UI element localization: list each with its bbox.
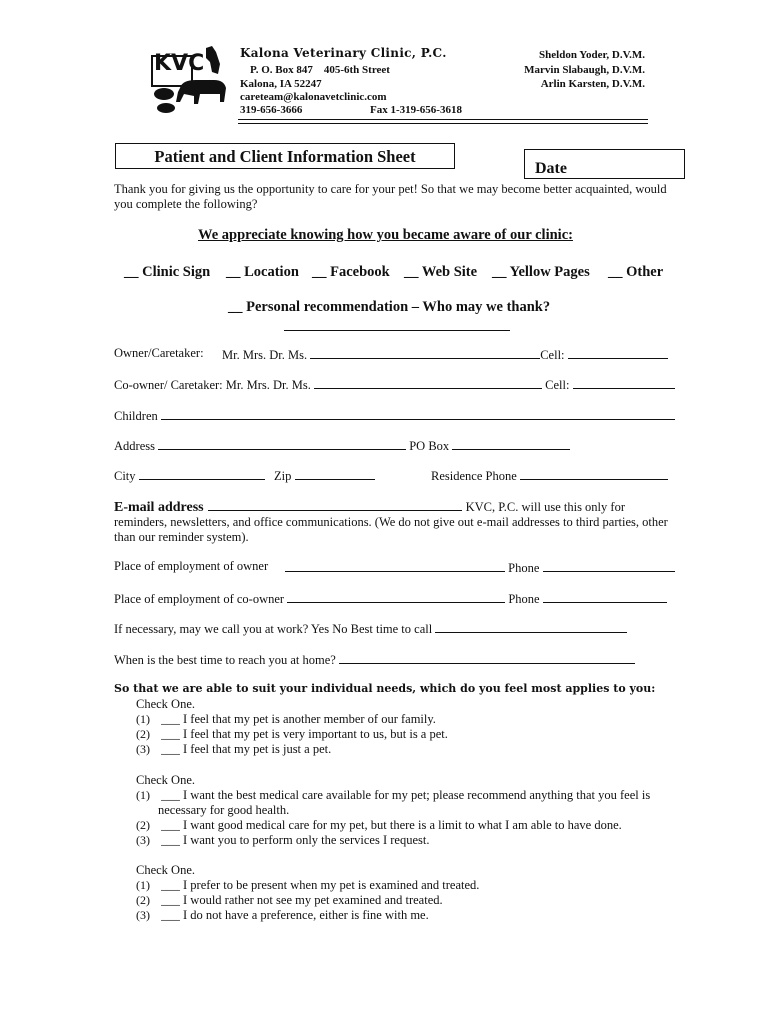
zip-label: Zip	[274, 469, 292, 483]
aware-heading: We appreciate knowing how you became aware of our clinic:	[198, 227, 573, 243]
recommendation-line[interactable]	[284, 318, 510, 336]
option-clinic-sign[interactable]: __ Clinic Sign	[124, 264, 211, 280]
option-yellow-pages[interactable]: __ Yellow Pages	[492, 264, 590, 280]
doctor-name: Arlin Karsten, D.V.M.	[540, 78, 645, 90]
option-other[interactable]: __ Other	[608, 264, 664, 280]
group1-option[interactable]: (1) ___ I feel that my pet is another member of our family.	[136, 712, 436, 726]
intro-text: Thank you for giving us the opportunity to care for your pet! So that we may become better acquainted, would you complete the following?	[114, 182, 667, 211]
logo-text: KVC	[154, 51, 205, 76]
option-personal-recommendation[interactable]: __ Personal recommendation – Who may we thank?	[228, 299, 551, 315]
residence-phone-label: Residence Phone	[431, 469, 517, 483]
coowner-label: Co-owner/ Caretaker: Mr. Mrs. Dr. Ms.	[114, 378, 311, 392]
group3-option[interactable]: (3) ___ I do not have a preference, either is fine with me.	[136, 908, 429, 922]
group1-option[interactable]: (3) ___ I feel that my pet is just a pet.	[136, 742, 332, 756]
po-box-label: PO Box	[409, 439, 450, 453]
clinic-email: careteam@kalonavetclinic.com	[240, 91, 387, 103]
group3-label: Check One.	[136, 863, 196, 877]
clinic-logo	[150, 44, 232, 116]
employment-owner-row	[285, 559, 675, 576]
employment-owner-phone-field[interactable]	[543, 559, 675, 572]
group2-option[interactable]: (2) ___ I want good medical care for my pet, but there is a limit to what I am able to have done.	[136, 818, 622, 832]
date-field[interactable]	[524, 149, 685, 179]
form-title: Patient and Client Information Sheet	[115, 143, 455, 169]
home-call-question: When is the best time to reach you at home?	[114, 653, 336, 667]
date-label: Date	[535, 160, 567, 177]
clinic-fax: Fax 1-319-656-3618	[370, 104, 462, 116]
pig-icon	[157, 103, 175, 113]
coowner-cell-field[interactable]	[573, 376, 675, 389]
owner-titles: Mr. Mrs. Dr. Ms.	[222, 348, 308, 362]
address-row	[114, 437, 570, 454]
doctor-name: Sheldon Yoder, D.V.M.	[539, 49, 645, 61]
coowner-row	[114, 376, 675, 393]
employment-coowner-label: Place of employment of co-owner	[114, 592, 285, 606]
email-row	[114, 498, 625, 516]
address-label: Address	[114, 439, 155, 453]
needs-heading: So that we are able to suit your individual needs, which do you feel most applies to you:	[114, 682, 656, 695]
home-call-row	[114, 651, 635, 668]
owner-cell-field[interactable]	[568, 346, 668, 359]
divider	[238, 119, 648, 120]
residence-phone-field[interactable]	[520, 467, 668, 480]
children-field[interactable]	[161, 407, 675, 420]
dog-icon	[154, 88, 174, 100]
divider	[238, 123, 648, 124]
residence-phone-row	[431, 467, 668, 484]
cell-label: Cell:	[545, 378, 570, 392]
city-label: City	[114, 469, 136, 483]
email-label: E-mail address	[114, 500, 204, 515]
email-field[interactable]	[208, 498, 462, 511]
owner-label: Owner/Caretaker:	[114, 346, 204, 360]
po-box: P. O. Box 847	[250, 64, 313, 76]
email-note-line2: reminders, newsletters, and office communications. (We do not give out e-mail addresses to third parties, other	[114, 515, 668, 529]
email-note-line3: than our reminder system).	[114, 530, 249, 544]
owner-row	[222, 346, 668, 363]
option-facebook[interactable]: __ Facebook	[312, 264, 390, 280]
doctor-name: Marvin Slabaugh, D.V.M.	[524, 63, 645, 76]
address-line	[250, 64, 390, 76]
phone-label: Phone	[508, 592, 540, 606]
group3-option[interactable]: (1) ___ I prefer to be present when my pet is examined and treated.	[136, 878, 480, 892]
group1-label: Check One.	[136, 697, 196, 711]
city-state: Kalona, IA 52247	[240, 78, 322, 90]
group2-option[interactable]: (1) ___ I want the best medical care available for my pet; please recommend anything that you feel is	[136, 788, 651, 802]
group2-option[interactable]: (3) ___ I want you to perform only the services I request.	[136, 833, 430, 847]
horse-icon	[206, 46, 220, 74]
po-box-field[interactable]	[452, 437, 570, 450]
group1-option[interactable]: (2) ___ I feel that my pet is very important to us, but is a pet.	[136, 727, 448, 741]
group3-option[interactable]: (2) ___ I would rather not see my pet examined and treated.	[136, 893, 443, 907]
option-web-site[interactable]: __ Web Site	[404, 264, 478, 280]
children-label: Children	[114, 409, 158, 423]
best-time-home-field[interactable]	[339, 651, 635, 664]
coowner-name-field[interactable]	[314, 376, 542, 389]
city-field[interactable]	[139, 467, 265, 480]
work-call-row	[114, 620, 627, 637]
clinic-phone: 319-656-3666	[240, 104, 303, 116]
zip-field[interactable]	[295, 467, 375, 480]
street: 405-6th Street	[323, 64, 390, 76]
cow-icon	[176, 80, 226, 104]
owner-name-field[interactable]	[310, 346, 540, 359]
address-field[interactable]	[158, 437, 406, 450]
employment-owner-field[interactable]	[285, 559, 505, 572]
phone-label: Phone	[508, 561, 540, 575]
city-row	[114, 467, 375, 484]
email-note: KVC, P.C. will use this only for	[465, 500, 625, 514]
option-location[interactable]: __ Location	[226, 264, 299, 280]
cell-label: Cell:	[540, 348, 565, 362]
children-row	[114, 407, 675, 424]
employment-coowner-phone-field[interactable]	[543, 590, 667, 603]
best-time-work-field[interactable]	[435, 620, 627, 633]
clinic-name: Kalona Veterinary Clinic, P.C.	[240, 46, 447, 60]
employment-coowner-row	[114, 590, 667, 607]
doctor-list	[524, 48, 645, 92]
employment-coowner-field[interactable]	[287, 590, 505, 603]
work-call-question: If necessary, may we call you at work? Yes No Best time to call	[114, 622, 433, 636]
group2-label: Check One.	[136, 773, 196, 787]
group2-option-continued: necessary for good health.	[158, 803, 290, 817]
employment-owner-label: Place of employment of owner	[114, 559, 269, 573]
